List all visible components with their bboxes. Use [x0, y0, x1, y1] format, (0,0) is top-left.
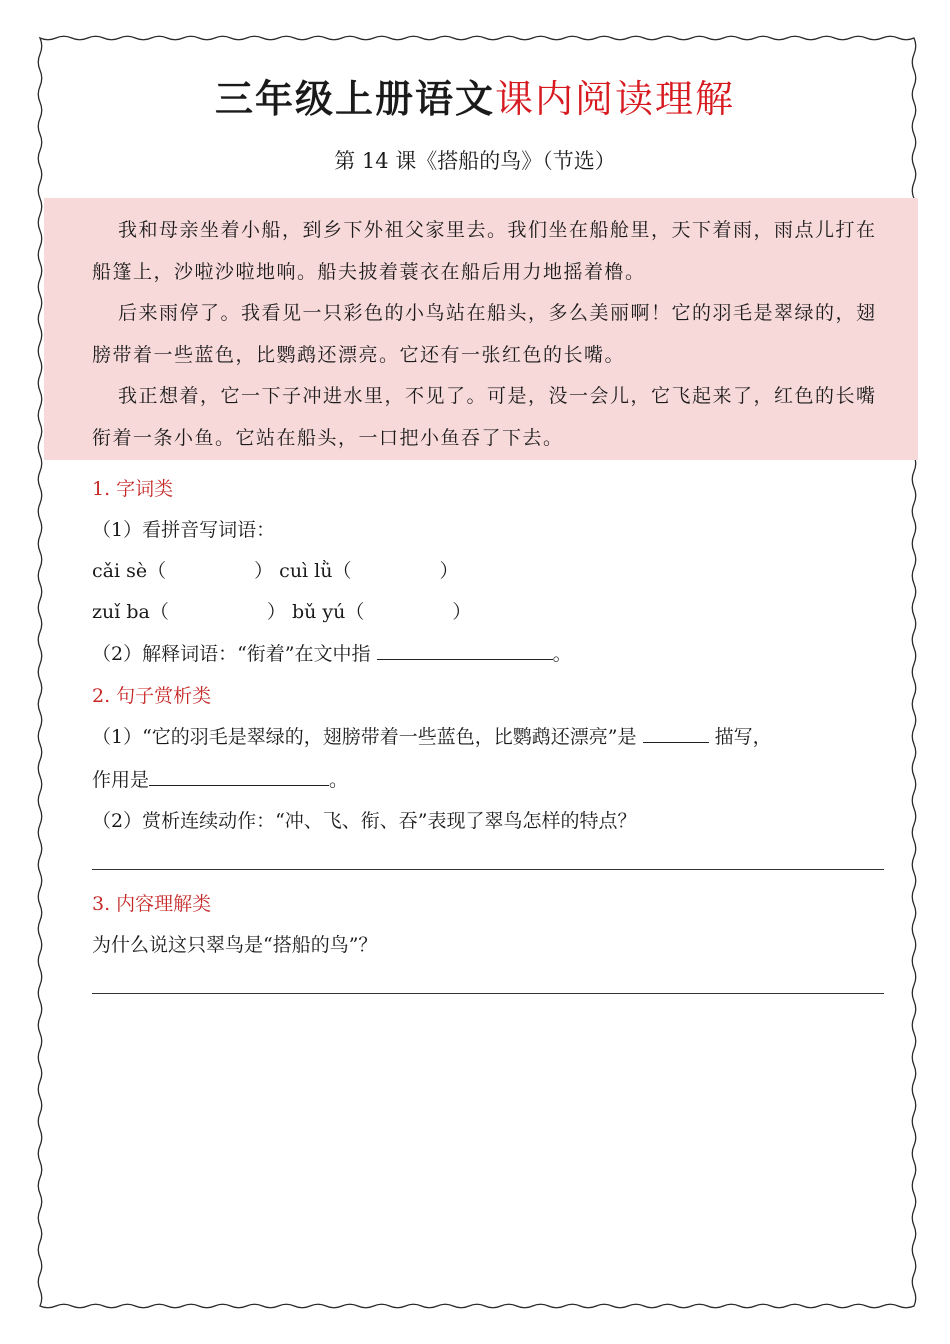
question-sentence-1: （1）“它的羽毛是翠绿的，翅膀带着一些蓝色，比鹦鹉还漂亮”是 描写，	[92, 722, 772, 752]
reading-passage	[44, 198, 918, 460]
pinyin-zui-ba: zuǐ ba	[92, 601, 150, 623]
question-why-boat-bird: 为什么说这只翠鸟是“搭船的鸟”？	[92, 934, 378, 956]
passage-paragraph-1: 我和母亲坐着小船，到乡下外祖父家里去。我们坐在船舱里，天下着雨，雨点儿打在船篷上，沙啦沙啦地响。船夫披着蓑衣在船后用力地摇着橹。	[92, 219, 877, 283]
answer-line-actions[interactable]	[92, 869, 884, 870]
question-pinyin-prompt: （1）看拼音写词语：	[92, 519, 276, 541]
answer-blank-description-type[interactable]	[643, 722, 709, 743]
pinyin-bu-yu: bǔ yú	[291, 601, 346, 623]
section-heading-vocabulary: 1. 字词类	[92, 478, 174, 500]
answer-blank-explain[interactable]	[377, 639, 553, 660]
page-title	[0, 74, 950, 124]
lesson-subtitle: 第 14 课《搭船的鸟》（节选）	[334, 149, 616, 173]
pinyin-row-1: cǎi sè（ ） cuì lǜ（ ）	[92, 560, 459, 582]
question-explain-word: （2）解释词语：“衔着”在文中指 。	[92, 639, 572, 669]
pinyin-cui-lv: cuì lǜ	[279, 560, 333, 582]
answer-blank-effect[interactable]	[149, 765, 329, 786]
answer-line-why[interactable]	[92, 993, 884, 994]
question-continuous-actions: （2）赏析连续动作：“冲、飞、衔、吞”表现了翠鸟怎样的特点？	[92, 810, 637, 832]
section-heading-sentence: 2. 句子赏析类	[92, 685, 212, 707]
section-heading-comprehension: 3. 内容理解类	[92, 893, 212, 915]
title-highlight: 课内阅读理解	[495, 77, 736, 121]
passage-paragraph-3: 我正想着，它一下子冲进水里，不见了。可是，没一会儿，它飞起来了，红色的长嘴衔着一条小鱼。它站在船头，一口把小鱼吞了下去。	[92, 385, 877, 449]
title-main: 三年级上册语文	[214, 76, 495, 121]
pinyin-row-2: zuǐ ba（ ） bǔ yú（ ）	[92, 601, 472, 623]
passage-paragraph-2: 后来雨停了。我看见一只彩色的小鸟站在船头，多么美丽啊！它的羽毛是翠绿的，翅膀带着一些蓝色，比鹦鹉还漂亮。它还有一张红色的长嘴。	[92, 302, 877, 366]
pinyin-cai-se: cǎi sè	[92, 560, 148, 582]
question-sentence-1-line2: 作用是 。	[92, 765, 348, 795]
